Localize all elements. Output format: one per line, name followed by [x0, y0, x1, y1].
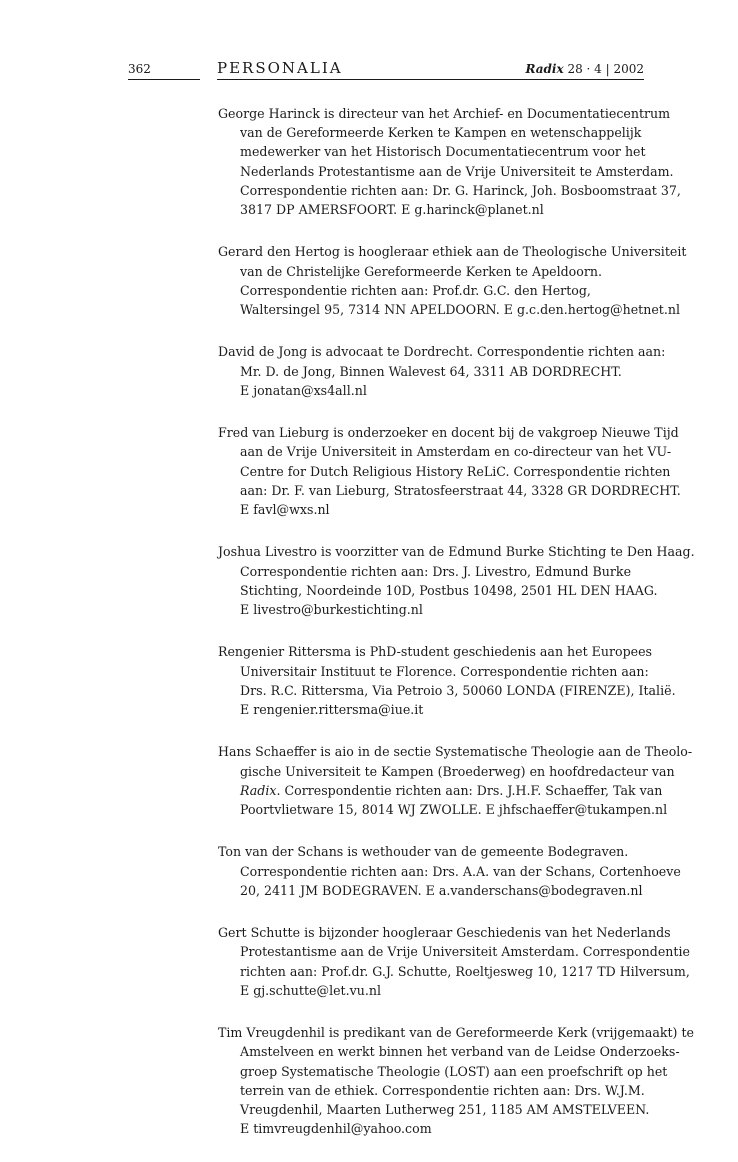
- entry-line: van de Gereformeerde Kerken te Kampen en wetenschappelijk: [240, 125, 642, 141]
- entry-line: Gerard den Hertog is hoogleraar ethiek aan de Theologische Universiteit: [218, 244, 687, 260]
- personalia-entry: [218, 1023, 694, 1138]
- entry-line: Mr. D. de Jong, Binnen Walevest 64, 3311 AB DORDRECHT.: [240, 363, 622, 379]
- entry-line: Fred van Lieburg is onderzoeker en docent bij de vakgroep Nieuwe Tijd: [218, 425, 679, 441]
- entry-line: Vreugdenhil, Maarten Lutherweg 251, 1185 AM AMSTELVEEN.: [240, 1102, 650, 1118]
- entry-line: E jonatan@xs4all.nl: [240, 382, 367, 398]
- entry-line: Stichting, Noordeinde 10D, Postbus 10498, 2501 HL DEN HAAG.: [240, 582, 658, 598]
- entry-line: Amstelveen en werkt binnen het verband van de Leidse Onderzoeks-: [240, 1044, 680, 1060]
- page-number: 362: [128, 62, 151, 76]
- entry-line: Hans Schaeffer is aio in de sectie Systematische Theologie aan de Theolo-: [218, 744, 693, 760]
- entry-line: Ton van der Schans is wethouder van de gemeente Bodegraven.: [218, 844, 629, 860]
- entry-line: Tim Vreugdenhil is predikant van de Gereformeerde Kerk (vrijgemaakt) te: [218, 1025, 694, 1041]
- header-rule-left: [128, 79, 200, 80]
- entry-line: David de Jong is advocaat te Dordrecht. Correspondentie richten aan:: [218, 344, 666, 360]
- personalia-entry: [218, 423, 681, 519]
- journal-reference: [525, 62, 644, 76]
- entry-line: Waltersingel 95, 7314 NN APELDOORN. E g.c.den.hertog@hetnet.nl: [240, 302, 680, 318]
- section-title: PERSONALIA: [217, 59, 343, 77]
- entry-line: E timvreugdenhil@yahoo.com: [240, 1121, 432, 1137]
- journal-issue: 28 · 4 | 2002: [567, 62, 644, 76]
- personalia-entry: [218, 923, 690, 1000]
- entry-line: Correspondentie richten aan: Prof.dr. G.C. den Hertog,: [240, 282, 591, 298]
- entry-line: richten aan: Prof.dr. G.J. Schutte, Roeltjesweg 10, 1217 TD Hilversum,: [240, 963, 690, 979]
- entry-line: Correspondentie richten aan: Drs. J. Livestro, Edmund Burke: [240, 563, 632, 579]
- entry-line: E rengenier.rittersma@iue.it: [240, 702, 424, 718]
- entry-line: groep Systematische Theologie (LOST) aan een proefschrift op het: [240, 1063, 668, 1079]
- entry-line: aan: Dr. F. van Lieburg, Stratosfeerstraat 44, 3328 GR DORDRECHT.: [240, 482, 681, 498]
- entry-line: medewerker van het Historisch Documentatiecentrum voor het: [240, 144, 646, 160]
- personalia-entry: [218, 842, 681, 900]
- entry-line: aan de Vrije Universiteit in Amsterdam en co-directeur van het VU-: [240, 444, 672, 460]
- entry-line: George Harinck is directeur van het Archief- en Documentatiecentrum: [218, 106, 671, 121]
- entry-line: Nederlands Protestantisme aan de Vrije Universiteit te Amsterdam.: [240, 163, 674, 179]
- personalia-entry: [218, 104, 681, 219]
- entry-line: Correspondentie richten aan: Drs. A.A. van der Schans, Cortenhoeve: [240, 863, 681, 879]
- personalia-entry: [218, 742, 693, 819]
- entry-line: Rengenier Rittersma is PhD-student geschiedenis aan het Europees: [218, 644, 653, 660]
- header-rule-right: [217, 79, 644, 80]
- entry-line: E favl@wxs.nl: [240, 502, 330, 518]
- entry-line: gische Universiteit te Kampen (Broederweg) en hoofdredacteur van: [240, 763, 675, 779]
- entry-line: Joshua Livestro is voorzitter van de Edmund Burke Stichting te Den Haag.: [218, 544, 695, 560]
- entry-line: E gj.schutte@let.vu.nl: [240, 982, 381, 998]
- entry-line: Universitair Instituut te Florence. Correspondentie richten aan:: [240, 663, 649, 679]
- entry-line: 20, 2411 JM BODEGRAVEN. E a.vanderschans@bodegraven.nl: [240, 882, 643, 898]
- entry-line: 3817 DP AMERSFOORT. E g.harinck@planet.nl: [240, 202, 544, 218]
- entry-line: van de Christelijke Gereformeerde Kerken te Apeldoorn.: [240, 263, 602, 279]
- entry-line: Drs. R.C. Rittersma, Via Petroio 3, 50060 LONDA (FIRENZE), Italië.: [240, 682, 676, 698]
- personalia-list: [218, 104, 695, 1162]
- journal-name: Radix: [525, 62, 564, 76]
- entry-line: Centre for Dutch Religious History ReLiC. Correspondentie richten: [240, 463, 671, 479]
- entry-line: Poortvlietware 15, 8014 WJ ZWOLLE. E jhfschaeffer@tukampen.nl: [240, 802, 668, 818]
- personalia-entry: [218, 542, 695, 619]
- entry-line: terrein van de ethiek. Correspondentie richten aan: Drs. W.J.M.: [240, 1082, 645, 1098]
- personalia-entry: [218, 342, 666, 400]
- entry-line: E livestro@burkestichting.nl: [240, 602, 423, 618]
- personalia-entry: [218, 242, 687, 319]
- entry-line: Protestantisme aan de Vrije Universiteit Amsterdam. Correspondentie: [240, 944, 690, 960]
- personalia-entry: [218, 642, 676, 719]
- entry-line: Radix. Correspondentie richten aan: Drs. J.H.F. Schaeffer, Tak van: [240, 782, 663, 798]
- entry-line: Gert Schutte is bijzonder hoogleraar Geschiedenis van het Nederlands: [218, 925, 671, 941]
- entry-line: Correspondentie richten aan: Dr. G. Harinck, Joh. Bosboomstraat 37,: [240, 182, 681, 198]
